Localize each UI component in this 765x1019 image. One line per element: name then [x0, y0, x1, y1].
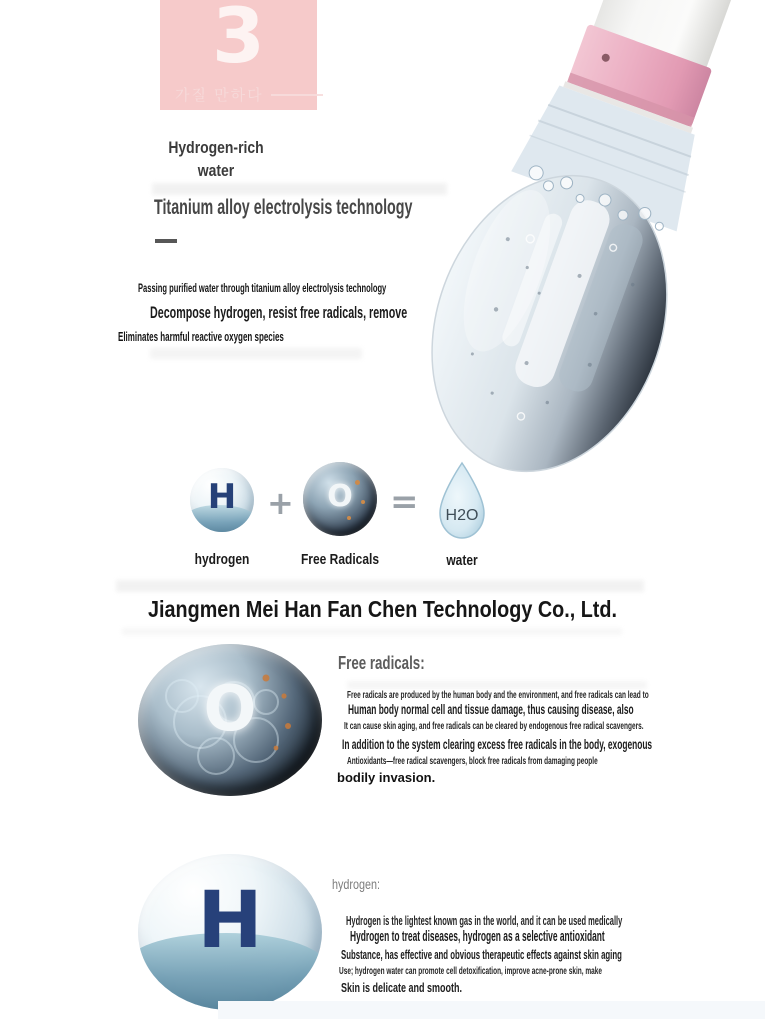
hydrogen-line: Use; hydrogen water can promote cell detoxification, improve acne-prone skin, make [339, 965, 603, 977]
water-drop-label: H2O [445, 507, 479, 524]
plus-icon: + [267, 484, 294, 522]
free-radicals-line: It can cause skin aging, and free radicals can be cleared by endogenous free radical scavengers. [344, 720, 644, 732]
badge-caption: 가질 만하다 [175, 87, 264, 104]
hydrogen-line: Hydrogen to treat diseases, hydrogen as a selective antioxidant [350, 929, 605, 945]
intro-body-line-2: Decompose hydrogen, resist free radicals, remove [150, 303, 408, 322]
free-radicals-line: Human body normal cell and tissue damage, thus causing disease, also [348, 702, 634, 717]
hydrogen-closing: Skin is delicate and smooth. [341, 981, 463, 995]
hydrogen-bubble [190, 468, 254, 532]
ghost-text-band [152, 183, 447, 195]
label-free-radicals: Free Radicals [300, 551, 380, 568]
hydrogen-heading: hydrogen: [332, 877, 381, 892]
free-radical-sphere [138, 644, 322, 796]
hydrogen-sphere [138, 854, 322, 1010]
product-photo [398, 0, 738, 490]
equals-icon: = [390, 482, 419, 522]
intro-body-line-3: Eliminates harmful reactive oxygen species [118, 330, 284, 344]
bottom-strip [218, 1001, 765, 1019]
label-water: water [446, 552, 478, 569]
company-title: Jiangmen Mei Han Fan Chen Technology Co., Ltd. [148, 596, 617, 622]
hydrogen-symbol: H [207, 477, 237, 517]
ghost-text-band [116, 580, 644, 592]
oxygen-symbol: O [327, 479, 353, 514]
free-radicals-line: In addition to the system clearing excess free radicals in the body, exogenous [342, 737, 653, 752]
title-divider [155, 239, 177, 243]
section-number: 3 [212, 0, 265, 80]
ghost-text-band [347, 681, 647, 689]
hydrogen-line: Hydrogen is the lightest known gas in the world, and it can be used medically [346, 914, 623, 928]
intro-title: Titanium alloy electrolysis technology [154, 196, 413, 219]
ghost-text-band [150, 348, 362, 359]
sphere-letter-o: O [203, 672, 257, 745]
free-radicals-line: Antioxidants—free radical scavengers, block free radicals from damaging people [347, 755, 598, 767]
water-drop-icon [431, 461, 493, 541]
free-radical-bubble [303, 462, 377, 536]
hydrogen-line: Substance, has effective and obvious therapeutic effects against skin aging [341, 947, 622, 962]
badge-dash [271, 94, 323, 96]
badge-caption-row [175, 84, 323, 105]
radical-dot [347, 516, 351, 520]
intro-body-line-1: Passing purified water through titanium alloy electrolysis technology [138, 281, 387, 295]
label-hydrogen: hydrogen [194, 551, 250, 568]
free-radicals-line: Free radicals are produced by the human body and the environment, and free radicals can lead to [347, 689, 649, 701]
free-radicals-heading: Free radicals: [338, 653, 425, 673]
ghost-text-band [122, 628, 622, 635]
section-badge [160, 0, 317, 110]
free-radicals-closing: bodily invasion. [337, 770, 436, 785]
sphere-letter-h: H [197, 876, 263, 966]
intro-subtitle: Hydrogen-rich water [168, 138, 264, 180]
